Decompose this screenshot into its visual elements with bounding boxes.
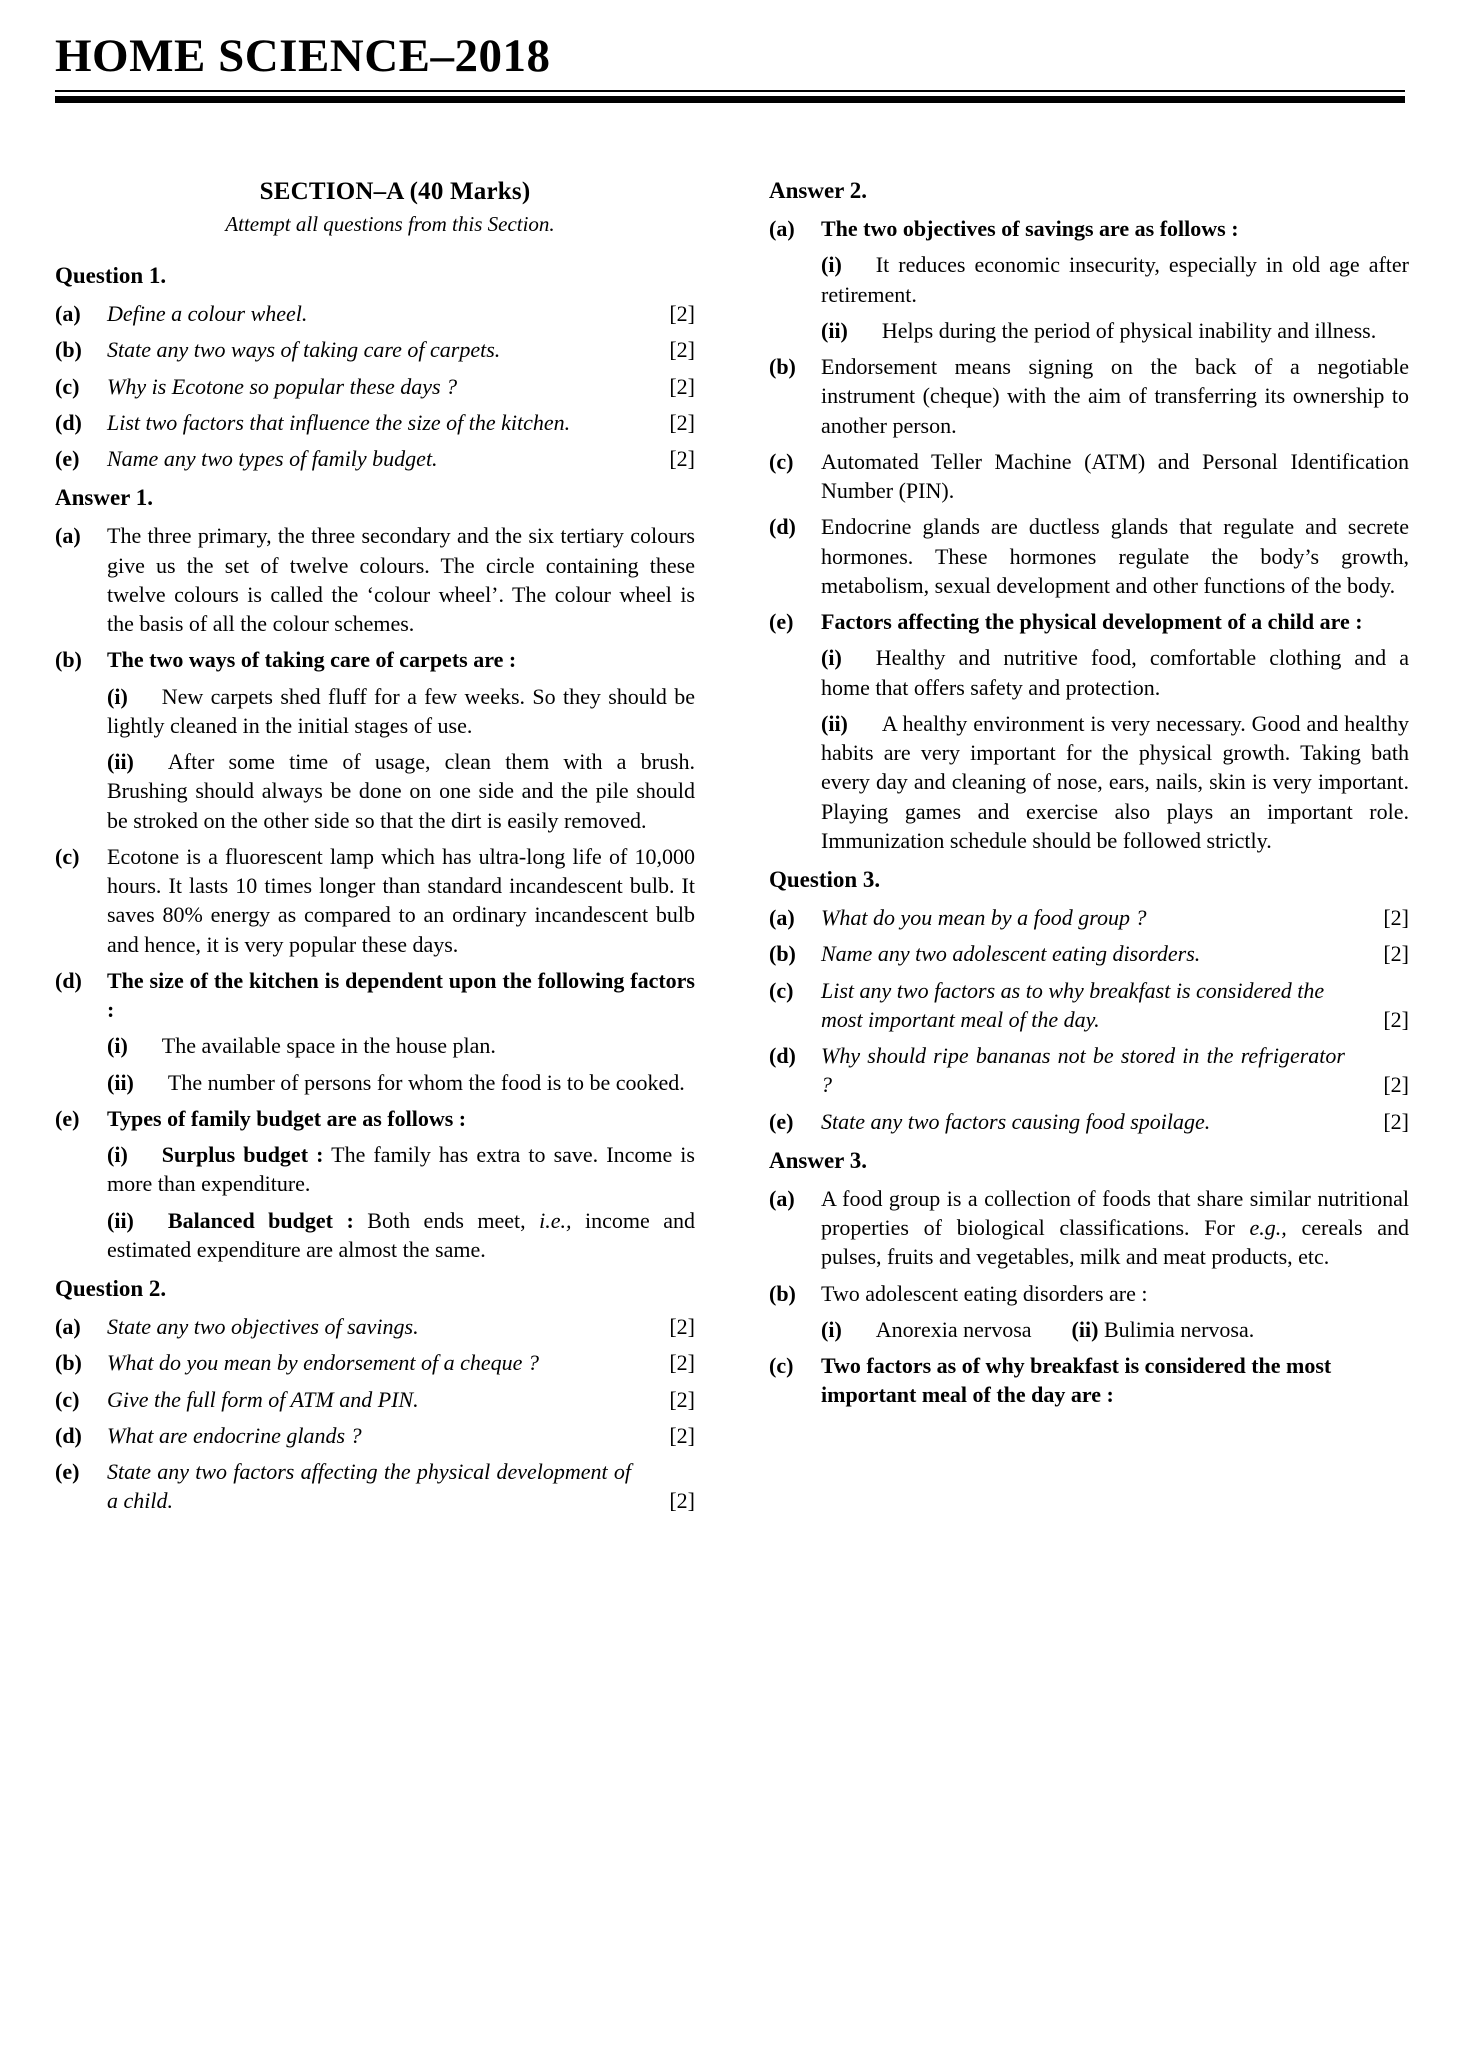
item-text: State any two factors causing food spoilage.	[821, 1108, 1211, 1134]
question-1-heading: Question 1.	[55, 263, 167, 288]
sub-item	[107, 1206, 695, 1265]
item-label: (a)	[769, 905, 795, 930]
question-item	[55, 1421, 695, 1450]
sub-item-text: Both ends meet,	[367, 1207, 526, 1233]
answer-3-heading: Answer 3.	[769, 1147, 867, 1173]
sub-item-marker: (ii)	[107, 1207, 134, 1233]
header-rule-thin	[55, 90, 1405, 92]
item-label: (b)	[55, 337, 82, 363]
item-marks: [2]	[1383, 941, 1409, 967]
sub-item-marker: (i)	[821, 645, 842, 671]
sub-item-text: It reduces economic insecurity, especially in old age after retirement.	[821, 252, 1409, 307]
item-label: (c)	[769, 977, 794, 1003]
question-item	[55, 444, 695, 473]
answer-item	[769, 1184, 1409, 1272]
two-column-body	[55, 178, 1415, 1523]
answer-item	[769, 1279, 1409, 1308]
sub-item-marker-2: (ii)	[1071, 1316, 1099, 1342]
sub-item-marker: (i)	[107, 683, 128, 709]
item-text-part2: cereals and pulses, fruits and vegetables, milk and meat products, etc.	[821, 1215, 1410, 1270]
answer-item	[55, 966, 695, 1025]
sub-item	[821, 709, 1409, 855]
sub-item	[107, 1031, 695, 1060]
sub-item-text: Healthy and nutritive food, comfortable clothing and a home that offers safety and protection.	[821, 645, 1409, 700]
item-marks: [2]	[669, 337, 695, 363]
item-label: (b)	[769, 1280, 796, 1306]
answer-item	[769, 214, 1409, 243]
question-item	[769, 1041, 1409, 1100]
answer-item	[55, 842, 695, 959]
answer-item	[769, 607, 1409, 636]
item-marks: [2]	[1383, 1006, 1409, 1032]
question-item	[55, 1457, 695, 1516]
question-item	[769, 903, 1409, 932]
item-text: Factors affecting the physical development of a child are :	[821, 609, 1363, 634]
answer-item	[769, 352, 1409, 440]
item-label: (b)	[769, 354, 796, 379]
question-3-heading: Question 3.	[769, 867, 881, 892]
page-title: HOME SCIENCE–2018	[55, 30, 551, 82]
sub-item	[821, 1315, 1409, 1344]
item-label: (c)	[55, 1386, 80, 1412]
question-item	[769, 939, 1409, 968]
section-heading: SECTION–A (40 Marks)	[259, 178, 531, 205]
item-text: State any two objectives of savings.	[107, 1314, 419, 1339]
answer-1-heading: Answer 1.	[55, 485, 153, 511]
item-marks: [2]	[669, 373, 695, 399]
item-marks: [2]	[1383, 905, 1409, 930]
right-column	[769, 178, 1409, 1523]
question-item	[769, 976, 1409, 1035]
item-text: Name any two types of family budget.	[107, 446, 438, 471]
sub-item-italic: i.e.,	[539, 1207, 572, 1233]
item-text: Name any two adolescent eating disorders.	[821, 941, 1201, 967]
sub-item	[821, 316, 1409, 345]
question-item	[55, 372, 695, 401]
item-text: The two objectives of savings are as follows :	[821, 216, 1239, 241]
sub-item-marker: (ii)	[821, 710, 848, 736]
item-label: (c)	[769, 448, 794, 474]
question-item	[55, 1312, 695, 1341]
sub-item	[821, 643, 1409, 702]
sub-item-term: Balanced budget :	[167, 1207, 354, 1233]
item-label: (c)	[769, 1353, 794, 1378]
sub-item-marker: (ii)	[107, 1069, 134, 1095]
item-label: (e)	[55, 1105, 80, 1131]
item-label: (b)	[55, 647, 82, 673]
item-marks: [2]	[669, 1386, 695, 1412]
item-text: The three primary, the three secondary and the six tertiary colours give us the set of twelve colours. The circle containing these twelve colours is called the ‘colour wheel’. The colour wheel is the basis of all the colour schemes.	[107, 523, 695, 636]
sub-item	[107, 747, 695, 835]
sub-item	[821, 250, 1409, 309]
sub-item-marker: (ii)	[821, 317, 848, 343]
item-text: Why should ripe bananas not be stored in the refrigerator ?	[821, 1043, 1345, 1098]
item-text: Two adolescent eating disorders are :	[821, 1280, 1148, 1306]
sub-item-text: Helps during the period of physical inability and illness.	[881, 317, 1377, 343]
item-text: What do you mean by a food group ?	[821, 905, 1147, 930]
item-text: The two ways of taking care of carpets are :	[107, 647, 517, 673]
item-text: List any two factors as to why breakfast is considered the most important meal of the day.	[821, 977, 1325, 1032]
header-rule-thick	[55, 96, 1405, 103]
sub-item-marker: (i)	[821, 252, 842, 278]
sub-item-text: Anorexia nervosa	[875, 1316, 1032, 1342]
item-marks: [2]	[669, 1422, 695, 1448]
item-text: Ecotone is a fluorescent lamp which has ultra-long life of 10,000 hours. It lasts 10 times longer than standard incandescent bulb. It saves 80% energy as compared to an ordinary incandescent bulb and hence, it is very popular these days.	[107, 843, 695, 957]
item-text: Why is Ecotone so popular these days ?	[107, 373, 458, 399]
item-marks: [2]	[669, 301, 695, 326]
item-label: (e)	[55, 1459, 80, 1484]
item-label: (a)	[55, 523, 81, 549]
item-label: (e)	[55, 446, 80, 471]
item-text: Two factors as of why breakfast is considered the most important meal of the day are :	[821, 1353, 1332, 1408]
item-text: Give the full form of ATM and PIN.	[107, 1386, 419, 1412]
question-2-heading: Question 2.	[55, 1276, 167, 1301]
item-marks: [2]	[669, 1314, 695, 1339]
sub-item-text: New carpets shed fluff for a few weeks. So they should be lightly cleaned in the initial stages of use.	[107, 683, 695, 738]
sub-item-marker: (i)	[107, 1142, 128, 1167]
question-item	[55, 1348, 695, 1377]
item-label: (d)	[55, 1422, 82, 1448]
item-label: (d)	[55, 409, 82, 435]
answer-item	[55, 645, 695, 674]
section-instruction: Attempt all questions from this Section.	[225, 212, 555, 236]
sub-item-text: The family has extra to save. Income is more than expenditure.	[107, 1142, 695, 1197]
item-label: (b)	[55, 1350, 82, 1376]
item-label: (e)	[769, 609, 794, 634]
item-text: Types of family budget are as follows :	[107, 1105, 467, 1131]
item-text: List two factors that influence the size of the kitchen.	[107, 409, 571, 435]
item-label: (a)	[769, 216, 795, 241]
sub-item-text-cont: income and estimated expenditure are almost the same.	[107, 1207, 696, 1262]
item-marks: [2]	[669, 1350, 695, 1376]
item-marks: [2]	[669, 1488, 695, 1514]
sub-item-term: Surplus budget :	[161, 1142, 324, 1167]
item-label: (b)	[769, 941, 796, 967]
item-label: (c)	[55, 373, 80, 399]
sub-item-text: The number of persons for whom the food is to be cooked.	[167, 1069, 685, 1095]
item-label: (a)	[55, 301, 81, 326]
item-text-part1: A food group is a collection of foods that share similar nutritional properties of biological classifications. For	[821, 1185, 1409, 1240]
item-text: Endocrine glands are ductless glands that regulate and secrete hormones. These hormones regulate the body’s growth, metabolism, sexual development and other functions of the body.	[821, 514, 1409, 598]
item-text: Automated Teller Machine (ATM) and Personal Identification Number (PIN).	[821, 448, 1409, 503]
item-text: What are endocrine glands ?	[107, 1422, 362, 1448]
item-marks: [2]	[1383, 1108, 1409, 1134]
masthead	[55, 32, 1405, 103]
item-text	[821, 1184, 1409, 1272]
item-text: Endorsement means signing on the back of a negotiable instrument (cheque) with the aim of transferring its ownership to another person.	[821, 354, 1409, 438]
sub-item-marker: (i)	[821, 1316, 842, 1342]
item-label: (d)	[55, 967, 82, 993]
answer-item	[769, 1351, 1409, 1410]
item-label: (a)	[55, 1314, 81, 1339]
answer-item	[769, 447, 1409, 506]
item-marks: [2]	[669, 446, 695, 471]
sub-item-marker: (i)	[107, 1033, 128, 1059]
item-marks: [2]	[1383, 1072, 1409, 1098]
question-item	[769, 1107, 1409, 1136]
sub-item-text: A healthy environment is very necessary. Good and healthy habits are very important for the physical growth. Taking bath every day and cleaning of nose, ears, nails, skin is very important. Playing games and exercise also plays an important role. Immunization schedule should be followed strictly.	[821, 710, 1409, 853]
question-item	[55, 1385, 695, 1414]
question-item	[55, 335, 695, 364]
item-text-italic: e.g.,	[1249, 1215, 1287, 1240]
sub-item-text-2: Bulimia nervosa.	[1103, 1316, 1255, 1342]
answer-item	[55, 1104, 695, 1133]
sub-item-text: After some time of usage, clean them with a brush. Brushing should always be done on one side and the pile should be stroked on the other side so that the dirt is easily removed.	[107, 749, 695, 833]
item-label: (a)	[769, 1185, 795, 1211]
sub-item	[107, 682, 695, 741]
item-label: (d)	[769, 514, 796, 540]
question-item	[55, 408, 695, 437]
item-text: The size of the kitchen is dependent upon the following factors :	[107, 967, 695, 1022]
answer-item	[769, 512, 1409, 600]
item-text: State any two ways of taking care of carpets.	[107, 337, 501, 363]
item-label: (c)	[55, 843, 80, 869]
item-label: (e)	[769, 1108, 794, 1134]
item-text: State any two factors affecting the physical development of a child.	[107, 1459, 631, 1514]
left-column	[55, 178, 695, 1523]
sub-item	[107, 1140, 695, 1199]
question-item	[55, 299, 695, 328]
item-label: (d)	[769, 1043, 796, 1068]
item-text: What do you mean by endorsement of a cheque ?	[107, 1350, 539, 1376]
item-text: Define a colour wheel.	[107, 301, 308, 326]
sub-item	[107, 1068, 695, 1097]
item-marks: [2]	[669, 409, 695, 435]
sub-item-marker: (ii)	[107, 749, 134, 774]
answer-item	[55, 521, 695, 638]
answer-2-heading: Answer 2.	[769, 178, 867, 203]
sub-item-text: The available space in the house plan.	[161, 1033, 496, 1059]
